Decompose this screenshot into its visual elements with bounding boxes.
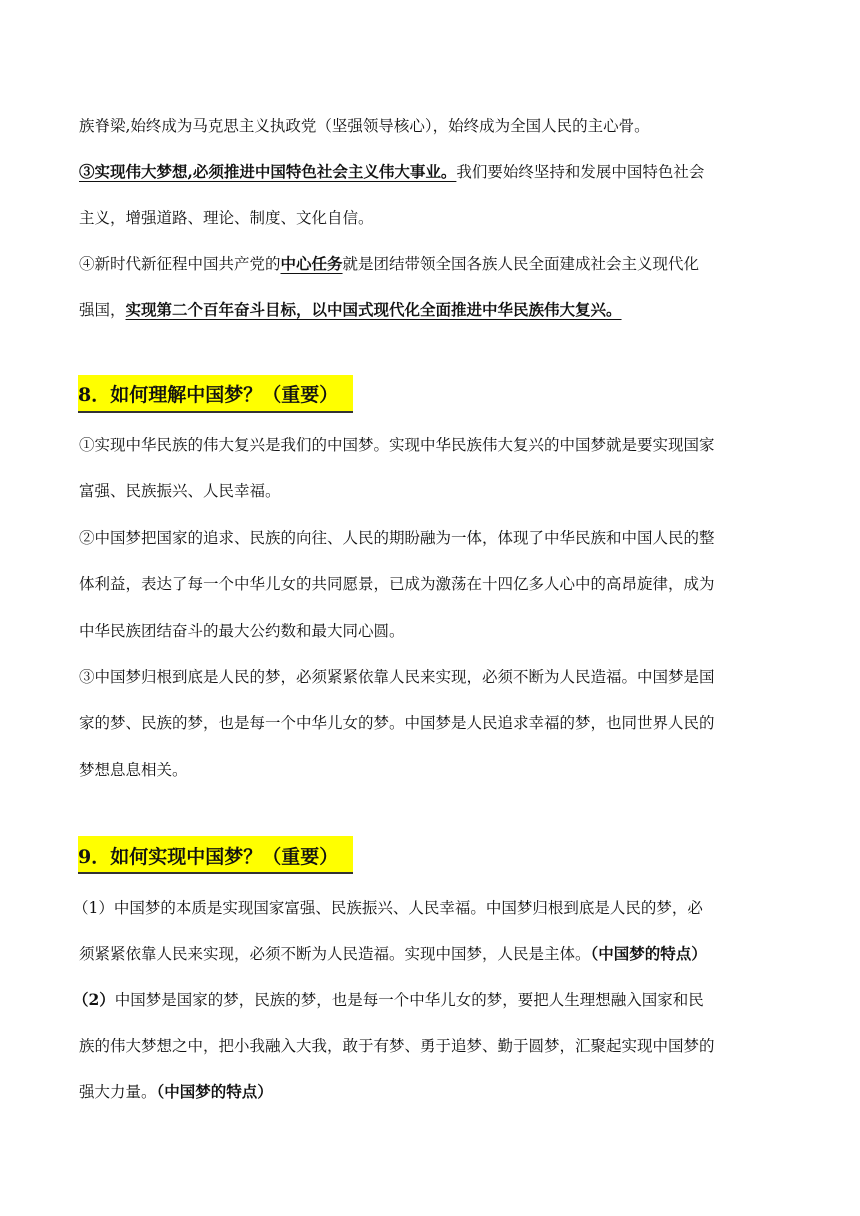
text-run: 强国， — [79, 301, 126, 319]
paragraph-line — [79, 208, 789, 228]
paragraph-line — [79, 116, 789, 136]
text-run: 族脊梁,始终成为马克思主义执政党（坚强领导核心），始终成为全国人民的主心骨。 — [79, 117, 650, 135]
paragraph-line — [79, 254, 789, 274]
paragraph-line: 中华民族团结奋斗的最大公约数和最大同心圆。 — [79, 622, 405, 640]
text-run: 我们要始终坚持和发展中国特色社会 — [456, 163, 705, 181]
emphasis-text: （中国梦的特点） — [590, 944, 707, 963]
section-heading-q9: 9．如何实现中国梦？（重要） — [78, 846, 339, 868]
paragraph-line — [79, 162, 789, 182]
emphasis-text: （2） — [73, 990, 115, 1009]
text-run: ④新时代新征程中国共产党的 — [79, 255, 281, 273]
paragraph-line: 梦想息息相关。 — [79, 761, 188, 779]
paragraph-line: ①实现中华民族的伟大复兴是我们的中国梦。实现中华民族伟大复兴的中国梦就是要实现国家 — [79, 436, 715, 454]
paragraph-line — [79, 1082, 789, 1102]
paragraph-line — [79, 1036, 789, 1056]
section-heading-q8: 8．如何理解中国梦？（重要） — [78, 384, 339, 406]
paragraph-line — [79, 944, 789, 964]
paragraph-line: 体利益，表达了每一个中华儿女的共同愿景，已成为激荡在十四亿多人心中的高昂旋律，成为 — [79, 575, 715, 593]
paragraph-line — [79, 300, 789, 320]
paragraph-line: ③中国梦归根到底是人民的梦，必须紧紧依靠人民来实现，必须不断为人民造福。中国梦是国 — [79, 668, 715, 686]
paragraph-line: 家的梦、民族的梦，也是每一个中华儿女的梦。中国梦是人民追求幸福的梦，也同世界人民的 — [79, 714, 715, 732]
paragraph-line: 富强、民族振兴、人民幸福。 — [79, 482, 281, 500]
emphasis-text: 实现第二个百年奋斗目标，以中国式现代化全面推进中华民族伟大复兴。 — [125, 300, 622, 319]
paragraph-line — [73, 990, 783, 1010]
text-run: 须紧紧依靠人民来实现，必须不断为人民造福。实现中国梦，人民是主体。 — [79, 945, 591, 963]
emphasis-text: ③实现伟大梦想,必须推进中国特色社会主义伟大事业。 — [79, 162, 457, 181]
text-run: 强大力量。 — [79, 1083, 157, 1101]
text-run: （1）中国梦的本质是实现国家富强、民族振兴、人民幸福。中国梦归根到底是人民的梦，必 — [73, 899, 703, 917]
text-run: 中国梦是国家的梦，民族的梦，也是每一个中华儿女的梦，要把人生理想融入国家和民 — [114, 991, 704, 1009]
text-run: 主义，增强道路、理论、制度、文化自信。 — [79, 209, 374, 227]
paragraph-line — [73, 898, 783, 918]
text-run: 就是团结带领全国各族人民全面建成社会主义现代化 — [342, 255, 700, 273]
text-run: 族的伟大梦想之中，把小我融入大我，敢于有梦、勇于追梦、勤于圆梦，汇聚起实现中国梦的 — [79, 1037, 715, 1055]
key-term: 中心任务 — [280, 254, 343, 273]
paragraph-line: ②中国梦把国家的追求、民族的向往、人民的期盼融为一体，体现了中华民族和中国人民的整 — [79, 529, 715, 547]
emphasis-text: （中国梦的特点） — [156, 1082, 273, 1101]
